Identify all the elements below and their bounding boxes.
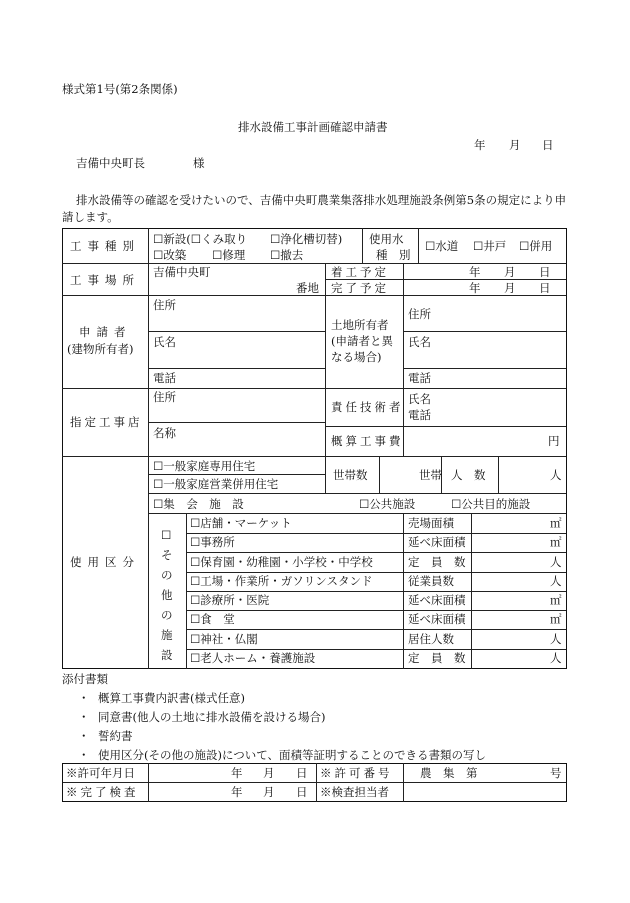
- intro-line-2: 請します。: [62, 210, 119, 224]
- bullet: ・: [78, 729, 90, 743]
- attachments-title: 添付書類: [62, 672, 108, 686]
- measure-label: 売場面積: [408, 516, 454, 530]
- usage-label: 使用区分: [70, 555, 140, 569]
- form-title: 排水設備工事計画確認申請書: [238, 120, 388, 134]
- attachment-text: 概算工事費内訳書(様式任意): [98, 691, 245, 705]
- start-date-label: 着工予定: [331, 265, 389, 279]
- vertical-char: の: [161, 608, 173, 622]
- permit-date-label: ※許可年月日: [66, 766, 135, 780]
- site-town: 吉備中央町: [153, 265, 211, 279]
- form-number: 様式第1号(第2条関係): [62, 82, 178, 96]
- intro-line-1: 排水設備等の確認を受けたいので、吉備中央町農業集落排水処理施設条例第5条の規定により申: [76, 193, 567, 207]
- applicant-sub-label: (建物所有者): [67, 342, 134, 356]
- date-year: 年: [474, 138, 486, 152]
- measure-unit: 人: [550, 574, 562, 588]
- measure-label: 延べ床面積: [408, 612, 466, 626]
- measure-label: 従業員数: [408, 574, 454, 588]
- repair-checkbox[interactable]: ☐修理: [212, 248, 246, 262]
- measure-unit: ㎡: [550, 612, 562, 626]
- engineer-name: 氏名: [408, 392, 431, 406]
- measure-unit: 人: [550, 632, 562, 646]
- bullet: ・: [78, 691, 90, 705]
- measure-label: 居住人数: [408, 632, 454, 646]
- attachment-text: 同意書(他人の土地に排水設備を設ける場合): [98, 710, 326, 724]
- facility-checkbox[interactable]: ☐保育園・幼稚園・小学校・中学校: [190, 555, 373, 569]
- inspection-day: 日: [296, 785, 308, 799]
- facility-checkbox[interactable]: ☐老人ホーム・養護施設: [190, 651, 316, 665]
- honorific: 様: [193, 156, 205, 170]
- assembly-facility-checkbox[interactable]: ☐集 会 施 設: [153, 497, 244, 511]
- contractor-name: 名称: [153, 426, 176, 440]
- permit-year: 年: [231, 766, 243, 780]
- measure-label: 定 員 数: [408, 555, 466, 569]
- applicant-phone: 電話: [153, 371, 176, 385]
- water-source-label-2: 種 別: [376, 248, 411, 262]
- measure-label: 延べ床面積: [408, 535, 466, 549]
- inspection-label: ※完了検査: [66, 785, 139, 799]
- inspection-month: 月: [263, 785, 275, 799]
- tap-water-checkbox[interactable]: ☐水道: [425, 239, 459, 253]
- vertical-char: 施: [161, 628, 173, 642]
- engineer-label: 責任技術者: [331, 400, 404, 414]
- landowner-address: 住所: [408, 307, 431, 321]
- new-construction-checkbox[interactable]: ☐新設(☐くみ取り: [153, 232, 248, 246]
- contractor-address: 住所: [153, 390, 176, 404]
- permit-day: 日: [296, 766, 308, 780]
- cost-unit: 円: [548, 434, 560, 448]
- cost-label: 概算工事費: [331, 434, 404, 448]
- permit-number-label: ※許可番号: [320, 766, 393, 780]
- measure-unit: ㎡: [550, 535, 562, 549]
- septic-switch-checkbox[interactable]: ☐浄化槽切替): [270, 232, 343, 246]
- persons-unit: 人: [550, 468, 562, 482]
- measure-unit: 人: [550, 555, 562, 569]
- measure-label: 延べ床面積: [408, 593, 466, 607]
- measure-unit: 人: [550, 651, 562, 665]
- end-month: 月: [504, 281, 516, 295]
- landowner-label-3: なる場合): [331, 350, 382, 364]
- attachment-text: 使用区分(その他の施設)について、面積等証明することのできる書類の写し: [98, 748, 487, 762]
- facility-checkbox[interactable]: ☐事務所: [190, 535, 235, 549]
- start-month: 月: [504, 265, 516, 279]
- facility-checkbox[interactable]: ☐食 堂: [190, 612, 235, 626]
- facility-checkbox[interactable]: ☐店舗・マーケット: [190, 516, 292, 530]
- site-banchi: 番地: [296, 281, 319, 295]
- attachment-text: 誓約書: [98, 729, 133, 743]
- permit-number-suffix: 号: [550, 766, 562, 780]
- landowner-name: 氏名: [408, 335, 431, 349]
- vertical-char: 他: [161, 588, 173, 602]
- landowner-phone: 電話: [408, 371, 431, 385]
- end-year: 年: [469, 281, 481, 295]
- households-unit: 世帯: [419, 468, 442, 482]
- construction-type-label: 工事種別: [70, 239, 140, 253]
- applicant-name: 氏名: [153, 335, 176, 349]
- start-year: 年: [469, 265, 481, 279]
- measure-label: 定 員 数: [408, 651, 466, 665]
- contractor-label: 指定工事店: [70, 415, 143, 429]
- other-facilities-checkbox[interactable]: ☐: [161, 528, 172, 542]
- applicant-address: 住所: [153, 298, 176, 312]
- remodel-checkbox[interactable]: ☐改築: [153, 248, 187, 262]
- well-water-checkbox[interactable]: ☐井戸: [473, 239, 507, 253]
- public-purpose-checkbox[interactable]: ☐公共目的施設: [451, 497, 531, 511]
- measure-unit: ㎡: [550, 516, 562, 530]
- vertical-char: そ: [161, 548, 173, 562]
- water-source-label: 使用水: [369, 232, 404, 246]
- inspector-label: ※検査担当者: [320, 785, 389, 799]
- permit-number-prefix: 農 集 第: [420, 766, 478, 780]
- public-facility-checkbox[interactable]: ☐公共施設: [359, 497, 416, 511]
- facility-checkbox[interactable]: ☐工場・作業所・ガソリンスタンド: [190, 574, 373, 588]
- landowner-label-2: (申請者と異: [331, 334, 393, 348]
- vertical-char: の: [161, 568, 173, 582]
- bullet: ・: [78, 748, 90, 762]
- site-label: 工事場所: [70, 273, 140, 287]
- date-month: 月: [509, 138, 521, 152]
- inspection-year: 年: [231, 785, 243, 799]
- house-only-checkbox[interactable]: ☐一般家庭専用住宅: [153, 459, 256, 473]
- end-date-label: 完了予定: [331, 281, 389, 295]
- vertical-char: 設: [161, 648, 173, 662]
- date-day: 日: [542, 138, 554, 152]
- persons-label: 人 数: [451, 468, 486, 482]
- engineer-phone: 電話: [408, 408, 431, 422]
- permit-month: 月: [263, 766, 275, 780]
- remove-checkbox[interactable]: ☐撤去: [270, 248, 304, 262]
- house-business-checkbox[interactable]: ☐一般家庭営業併用住宅: [153, 477, 279, 491]
- bullet: ・: [78, 710, 90, 724]
- facility-checkbox[interactable]: ☐神社・仏閣: [190, 632, 258, 646]
- end-day: 日: [539, 281, 551, 295]
- combined-water-checkbox[interactable]: ☐併用: [519, 239, 553, 253]
- measure-unit: ㎡: [550, 593, 562, 607]
- landowner-label: 土地所有者: [331, 318, 389, 332]
- applicant-label: 申請者: [79, 325, 132, 339]
- households-label: 世帯数: [333, 468, 368, 482]
- facility-checkbox[interactable]: ☐診療所・医院: [190, 593, 270, 607]
- start-day: 日: [539, 265, 551, 279]
- addressee: 吉備中央町長: [76, 156, 145, 170]
